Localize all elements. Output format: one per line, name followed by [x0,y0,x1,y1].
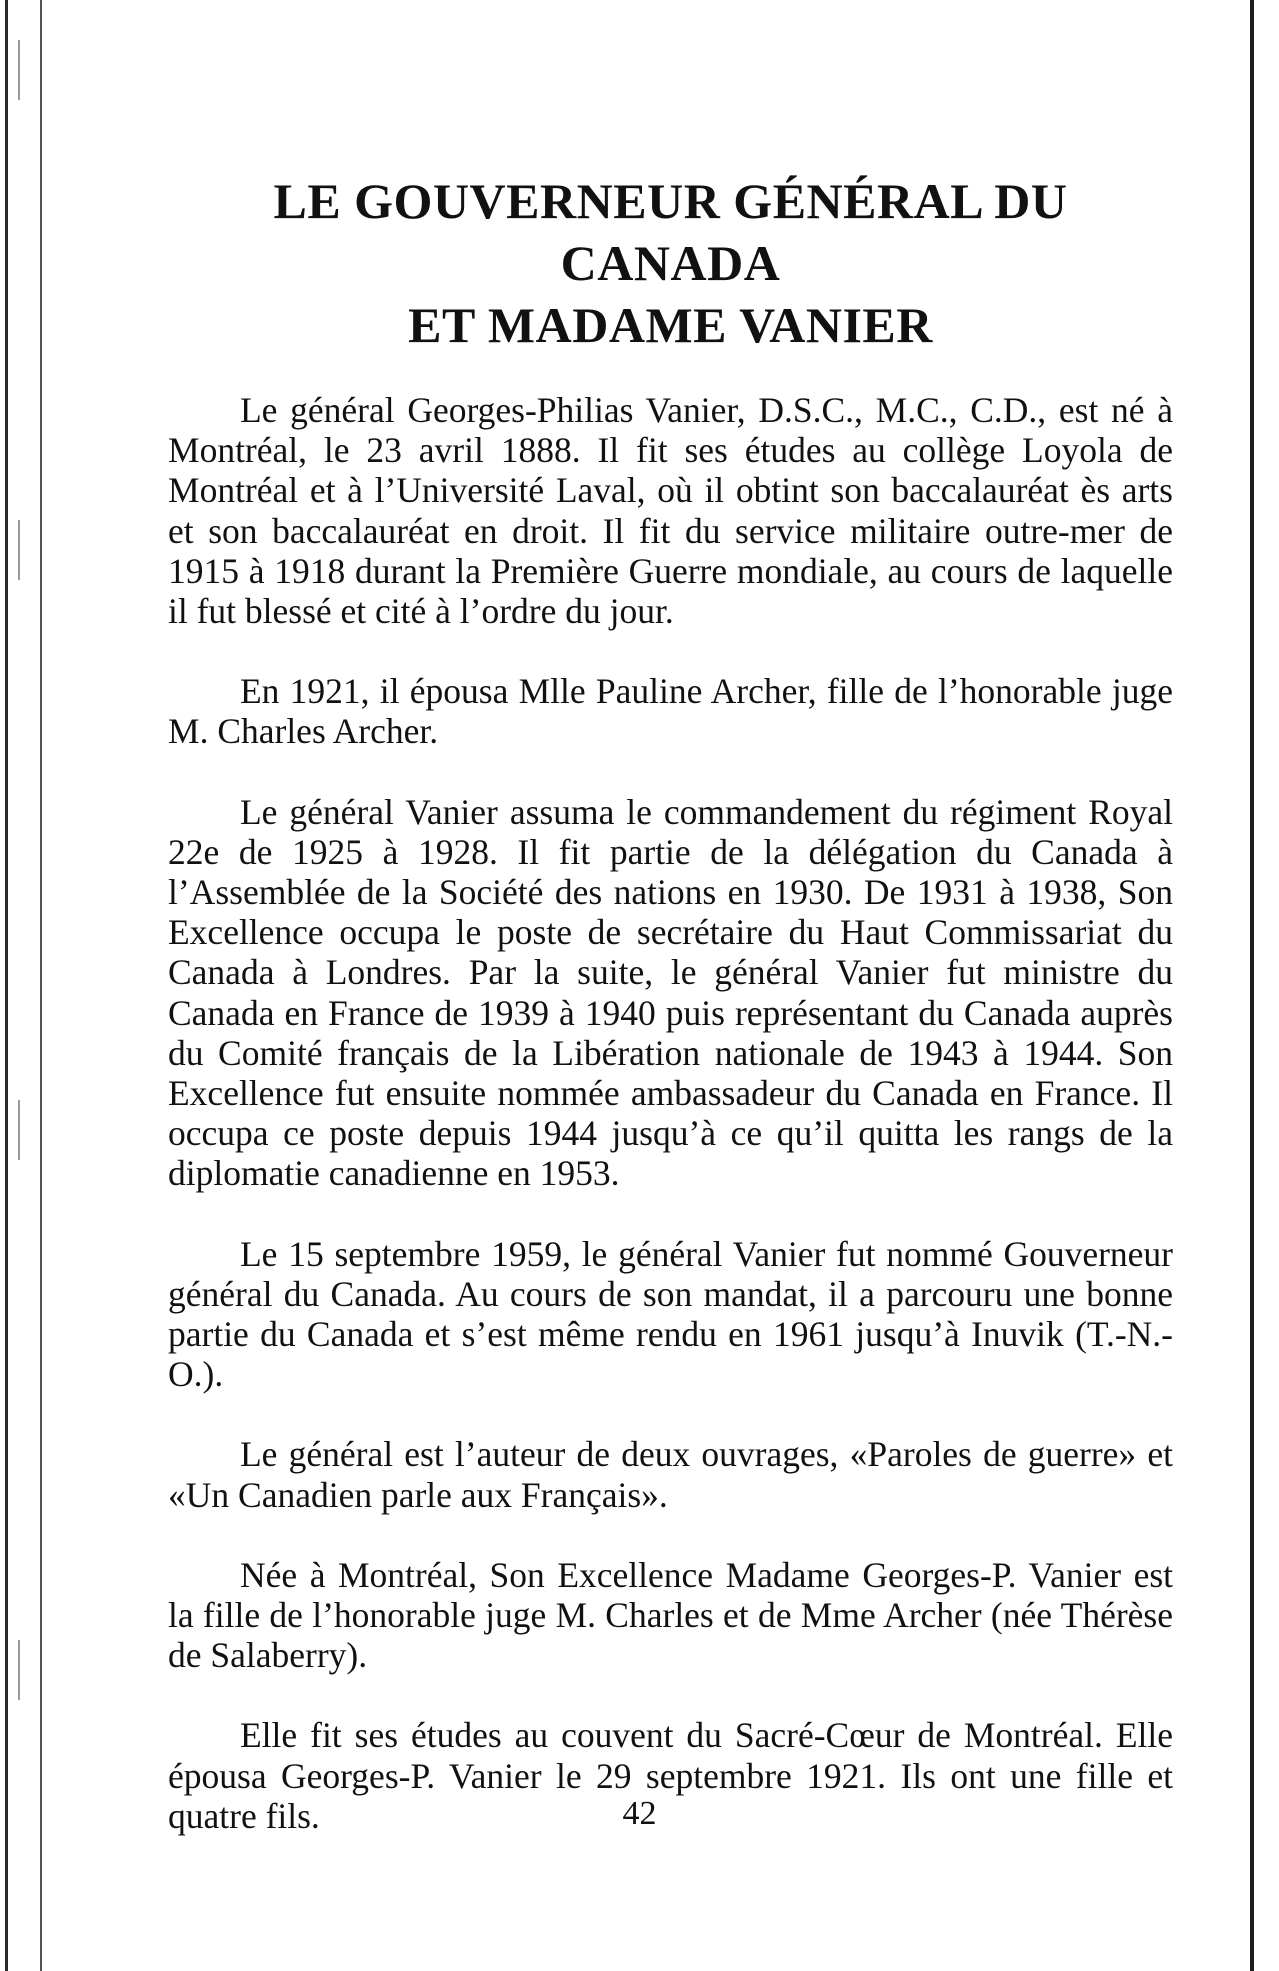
paragraph-career: Le général Vanier assuma le commandement du régiment Royal 22e de 1925 à 1928. Il fit partie de la délégation du Canada à l’Assemblée de la Société des nations en 1930. De 1931 à 1938, Son Excellence occupa le poste de secrétaire du Haut Commissariat du Canada à Londres. Par la suite, le général Vanier fut ministre du Canada en France de 1939 à 1940 puis représentant du Canada auprès du Comité français de la Libération nationale de 1943 à 1944. Son Excellence fut ensuite nommée ambassadeur du Canada en France. Il occupa ce poste depuis 1944 jusqu’à ce qu’il quitta les rangs de la diplomatie canadienne en 1953. [168,791,1173,1194]
scan-mark [18,1100,20,1160]
paragraph-education-family: Elle fit ses études au couvent du Sacré-Cœur de Montréal. Elle épousa Georges-P. Vanier le 29 septembre 1921. Ils ont une fille et quatre fils. [168,1715,1173,1836]
paragraph-works: Le général est l’auteur de deux ouvrages, «Paroles de guerre» et «Un Canadien parle aux Français». [168,1434,1173,1515]
paragraph-marriage: En 1921, il épousa Mlle Pauline Archer, fille de l’honorable juge M. Charles Archer. [168,671,1173,752]
document-body [168,170,1173,1876]
title-line-2: ET MADAME VANIER [408,297,933,353]
scan-mark [18,520,20,580]
document-title [168,170,1173,356]
page-binding-line [40,0,42,1971]
paragraph-madame-vanier: Née à Montréal, Son Excellence Madame Georges-P. Vanier est la fille de l’honorable juge M. Charles et de Mme Archer (née Thérèse de Salaberry). [168,1554,1173,1676]
page-right-edge [1250,0,1254,1971]
paragraph-biography: Le général Georges-Philias Vanier, D.S.C., M.C., C.D., est né à Montréal, le 23 avril 1888. Il fit ses études au collège Loyola de Montréal et à l’Université Laval, où il obtint son baccalauréat ès arts et son baccalauréat en droit. Il fit du service militaire outre-mer de 1915 à 1918 durant la Première Guerre mondiale, au cours de laquelle il fut blessé et cité à l’ordre du jour. [168,390,1173,632]
scan-mark [18,40,20,100]
title-line-1: LE GOUVERNEUR GÉNÉRAL DU CANADA [273,173,1068,291]
page-left-edge [5,0,8,1971]
paragraph-governor-general: Le 15 septembre 1959, le général Vanier fut nommé Gouverneur général du Canada. Au cours de son mandat, il a parcouru une bonne partie du Canada et s’est même rendu en 1961 jusqu’à Inuvik (T.-N.-O.). [168,1233,1173,1395]
page-number: 42 [622,1795,657,1832]
scan-mark [18,1640,20,1700]
